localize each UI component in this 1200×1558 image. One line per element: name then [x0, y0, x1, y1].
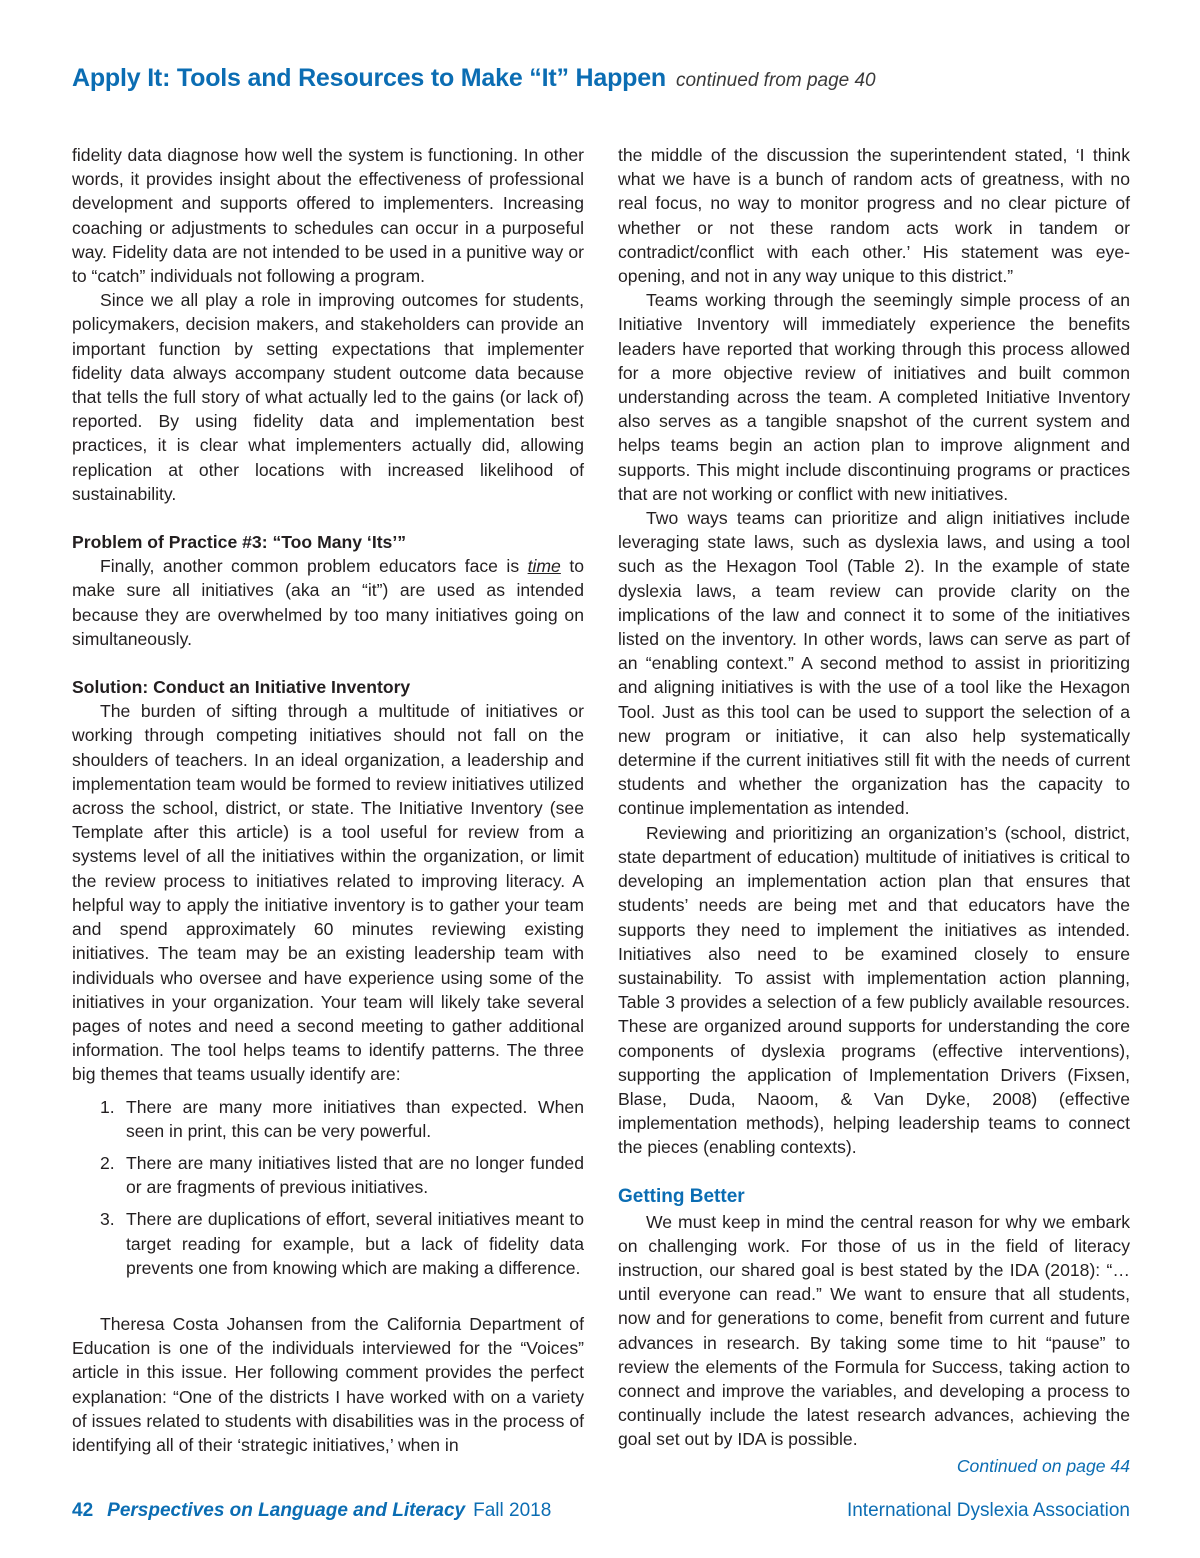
emphasis-time: time — [527, 556, 561, 577]
issue-label: Fall 2018 — [473, 1500, 552, 1521]
page-number: 42 — [72, 1500, 94, 1521]
right-column — [618, 143, 1130, 1478]
themes-list — [72, 1095, 584, 1280]
paragraph: Two ways teams can prioritize and align initiatives include leveraging state laws, such as dyslexia laws, and using a tool such as the Hexagon Tool (Table 2). In the example of state dyslexia laws, a team review can provide clarity on the implications of the law and connect it to some of the initiatives listed on the inventory. In other words, laws can serve as part of an “enabling context.” A second method to assist in prioritizing and aligning initiatives is with the use of a tool like the Hexagon Tool. Just as this tool can be used to support the selection of a new program or initiative, it can also help systematically determine if the current initiatives still fit with the needs of current students and whether the organization has the capacity to continue implementation as intended. — [618, 508, 1130, 819]
continued-on-link[interactable]: Continued on page 44 — [956, 1455, 1130, 1476]
paragraph: Theresa Costa Johansen from the California Department of Education is one of the individuals interviewed for the “Voices” article in this issue. Her following comment provides the perfect explanation: “One of the districts I have worked with on a variety of issues related to students with disabilities was in the process of identifying all of their ‘strategic initiatives,’ when in — [72, 1313, 584, 1455]
paragraph: Finally, another common problem educators face is time to make sure all initiatives (aka an “it”) are used as intended because they are overwhelmed by too many initiatives going on simultaneously. — [72, 556, 584, 649]
paragraph: We must keep in mind the central reason for why we embark on challenging work. For those of us in the field of literacy instruction, our shared goal is best stated by the IDA (2018): “… until everyone can read.” We want to ensure that all students, now and for generations to come, benefit from current and future advances in research. By taking some time to hit “pause” to review the elements of the Formula for Success, taking action to connect and improve the variables, and developing a process to continually include the latest research advances, achieving the goal set out by IDA is possible. — [618, 1211, 1130, 1450]
paragraph: Reviewing and prioritizing an organization’s (school, district, state department of education) multitude of initiatives is critical to developing an implementation action plan that ensures that students’ needs are being met and that educators have the supports they need to implement the initiatives as intended. Initiatives also need to be examined closely to ensure sustainability. To assist with implementation action planning, Table 3 provides a selection of a few publicly available resources. These are organized around supports for understanding the core components of dyslexia programs (effective interventions), supporting the application of Implementation Drivers (Fixsen, Blase, Duda, Naoom, & Van Dyke, 2008) (effective implementation methods), helping leadership teams to connect the pieces (enabling contexts). — [618, 822, 1130, 1158]
left-column — [72, 143, 584, 1457]
paragraph: Teams working through the seemingly simple process of an Initiative Inventory will immediately experience the benefits leaders have reported that working through this process allowed for a more objective review of initiatives and built common understanding across the team. A completed Initiative Inventory also serves as a tangible snapshot of the current system and helps teams begin an action plan to improve alignment and supports. This might include discontinuing programs or practices that are not working or conflict with new initiatives. — [618, 290, 1130, 504]
paragraph: The burden of sifting through a multitude of initiatives or working through competing initiatives should not fall on the shoulders of teachers. In an ideal organization, a leadership and implementation team would be formed to review initiatives utilized across the school, district, or state. The Initiative Inventory (see Template after this article) is a tool useful for review from a systems level of all the initiatives within the organization, or limit the review process to initiatives related to improving literacy. A helpful way to apply the initiative inventory is to gather your team and spend approximately 60 minutes reviewing existing initiatives. The team may be an existing leadership team with individuals who oversee and have experience using some of the initiatives in your organization. Your team will likely take several pages of notes and need a second meeting to gather additional information. The tool helps teams to identify patterns. The three big themes that teams usually identify are: — [72, 701, 584, 1085]
organization-name: International Dyslexia Association — [846, 1500, 1130, 1521]
continued-from-note: continued from page 40 — [675, 70, 876, 91]
paragraph: fidelity data diagnose how well the system is functioning. In other words, it provides insight about the effectiveness of professional development and supports offered to implementers. Increasing coaching or adjustments to schedules can occur in a purposeful way. Fidelity data are not intended to be used in a punitive way or to “catch” individuals not following a program. — [72, 145, 584, 287]
solution-heading: Solution: Conduct an Initiative Inventory — [72, 677, 411, 698]
section-title: Apply It: Tools and Resources to Make “It” Happen — [72, 64, 666, 92]
problem-heading: Problem of Practice #3: “Too Many ‘Its’” — [72, 532, 407, 553]
running-header — [72, 64, 1132, 93]
paragraph: the middle of the discussion the superintendent stated, ‘I think what we have is a bunch of random acts of greatness, with no real focus, no way to monitor progress and no clear picture of whether or not these random acts work in tandem or contradict/conflict with each other.’ His statement was eye-opening, and not in any way unique to this district.” — [618, 145, 1130, 287]
page-footer — [72, 1500, 1130, 1522]
list-item: 3. There are duplications of effort, several initiatives meant to target reading for example, but a lack of fidelity data prevents one from knowing which are making a difference. — [100, 1209, 584, 1278]
list-item: 1. There are many more initiatives than expected. When seen in print, this can be very powerful. — [100, 1096, 584, 1141]
journal-title: Perspectives on Language and Literacy — [107, 1500, 466, 1521]
paragraph: Since we all play a role in improving outcomes for students, policymakers, decision makers, and stakeholders can provide an important function by setting expectations that implementer fidelity data always accompany student outcome data because that tells the full story of what actually led to the gains (or lack of) reported. By using fidelity data and implementation best practices, it is clear what implementers actually did, allowing replication at other locations with increased likelihood of sustainability. — [72, 290, 584, 504]
getting-better-heading: Getting Better — [618, 1185, 745, 1207]
list-item: 2. There are many initiatives listed that are no longer funded or are fragments of previous initiatives. — [100, 1152, 584, 1198]
